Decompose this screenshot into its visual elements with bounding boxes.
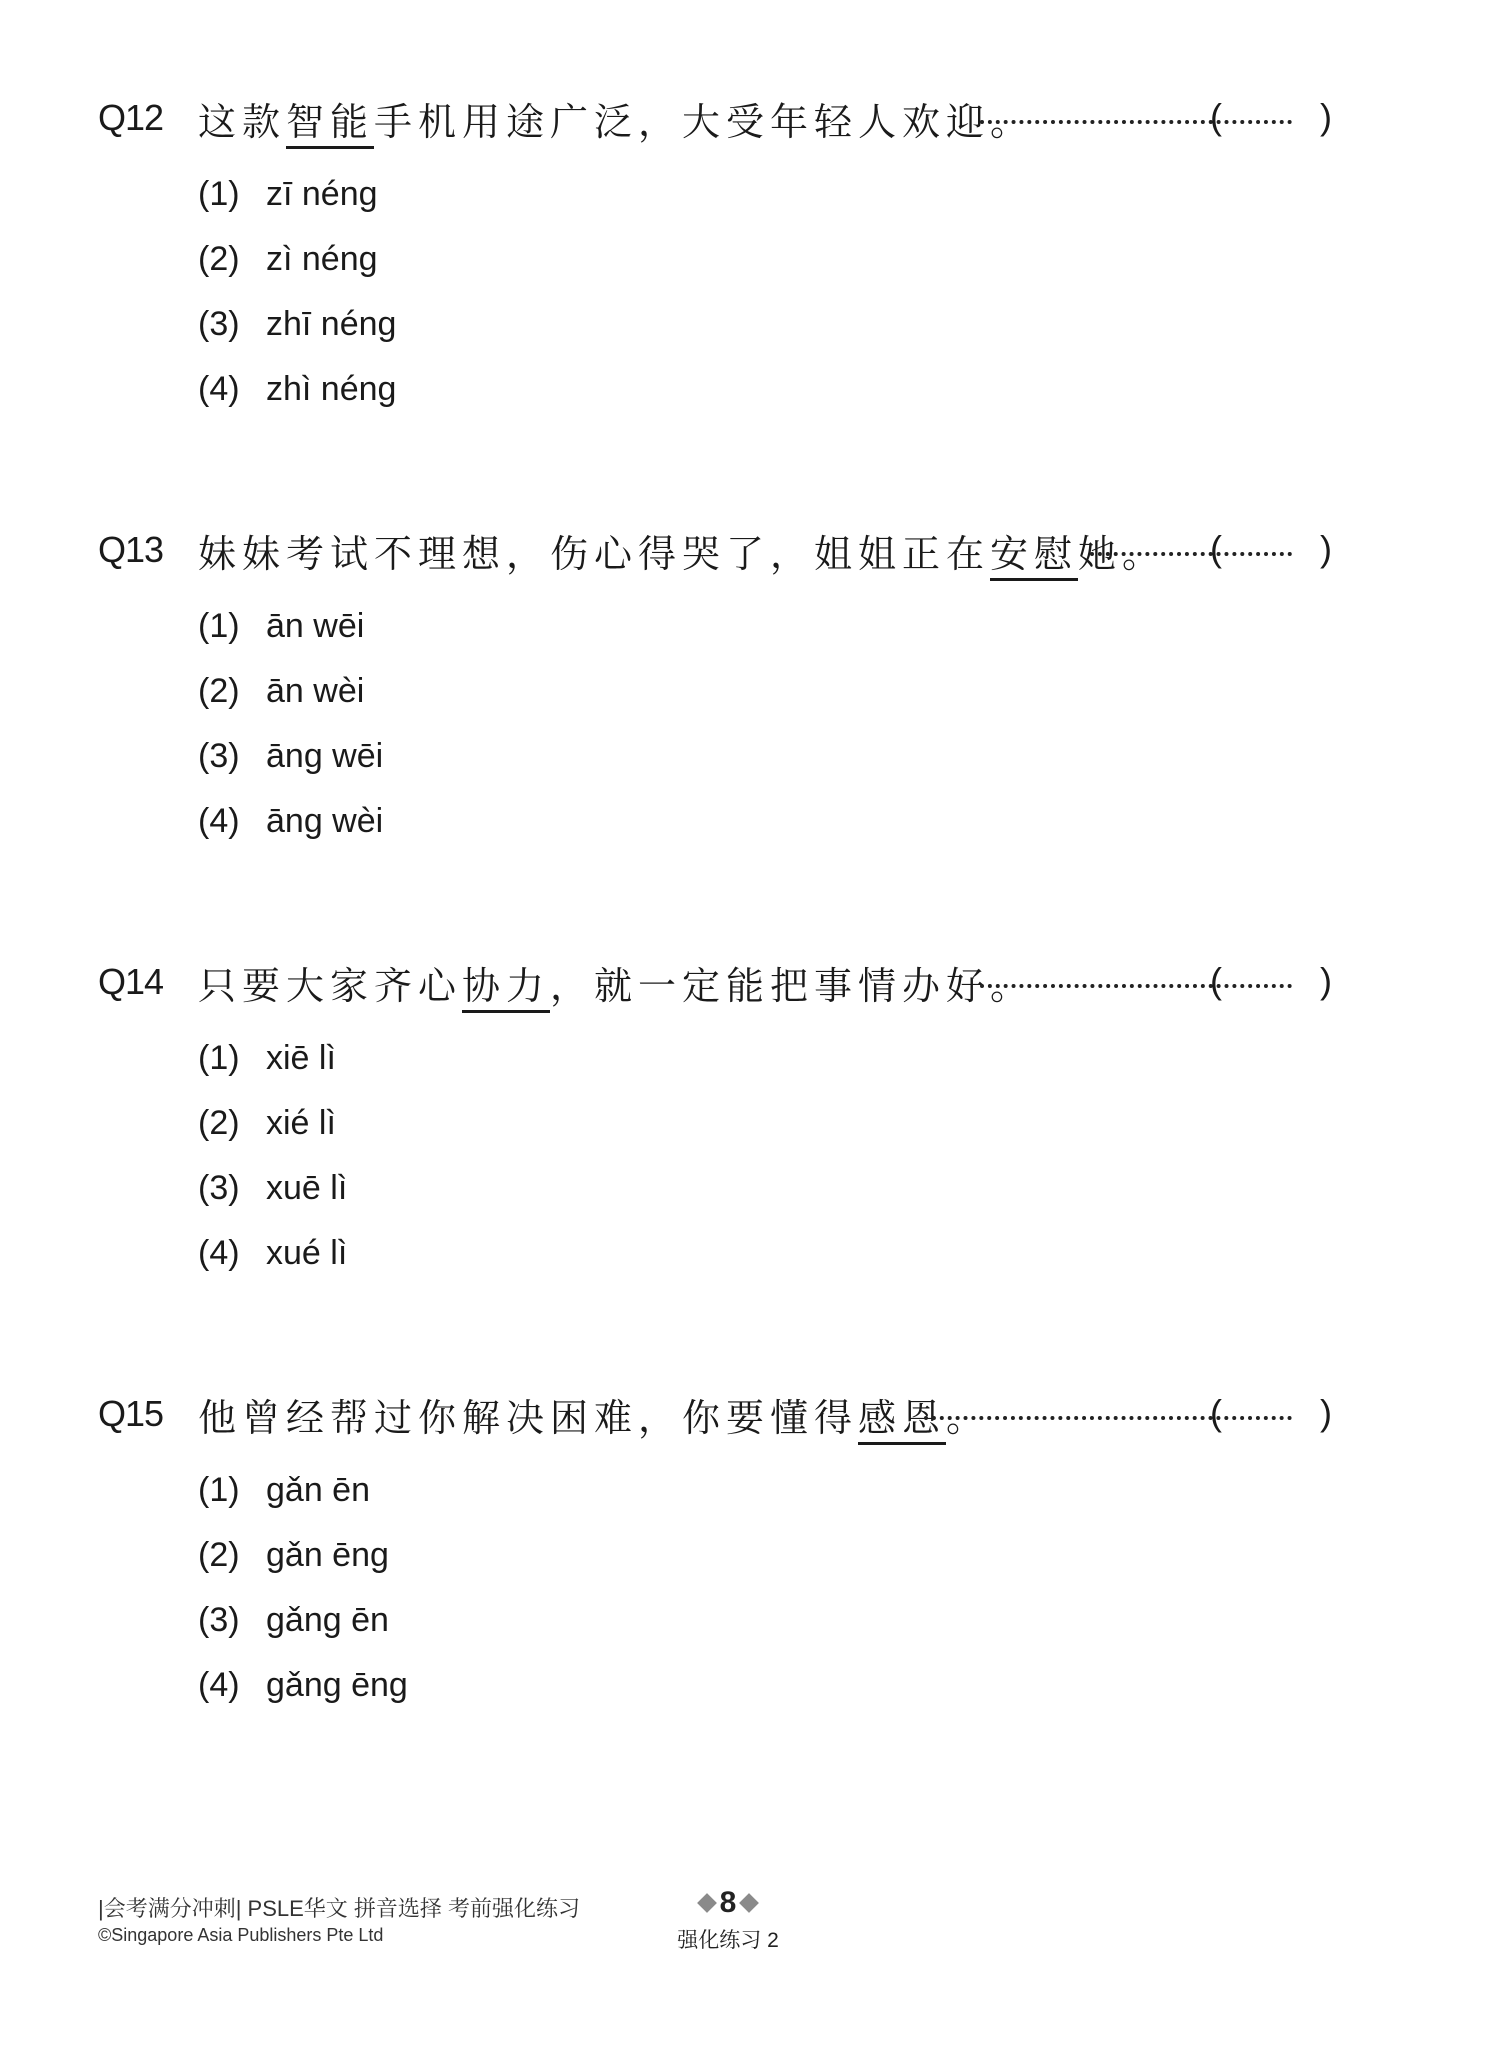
option-index: (2) bbox=[198, 1536, 240, 1574]
option-4[interactable] bbox=[98, 1221, 1348, 1286]
underlined-word: 协力 bbox=[462, 964, 550, 1013]
question-line bbox=[98, 1384, 1348, 1444]
answer-paren-open[interactable]: ( bbox=[1210, 96, 1222, 137]
option-index: (3) bbox=[198, 1601, 240, 1639]
footer-left bbox=[98, 1892, 580, 1946]
option-3[interactable] bbox=[98, 292, 1348, 357]
option-4[interactable] bbox=[98, 789, 1348, 854]
option-index: (1) bbox=[198, 175, 240, 213]
option-1[interactable] bbox=[98, 162, 1348, 227]
option-pinyin: zhī néng bbox=[266, 305, 397, 343]
option-pinyin: zì néng bbox=[266, 240, 378, 278]
option-2[interactable] bbox=[98, 1523, 1348, 1588]
text-before: 这款 bbox=[198, 99, 287, 144]
option-pinyin: āng wèi bbox=[266, 802, 384, 840]
text-after: ，就一定能把事情办好。 bbox=[550, 963, 1035, 1008]
option-2[interactable] bbox=[98, 659, 1348, 724]
question-q14 bbox=[98, 952, 1348, 1286]
answer-paren-close: ) bbox=[1320, 96, 1332, 137]
option-index: (2) bbox=[198, 672, 240, 710]
section-label: 强化练习 2 bbox=[677, 1929, 779, 1952]
answer-paren-open[interactable]: ( bbox=[1210, 528, 1222, 569]
leader-dots bbox=[1090, 538, 1292, 556]
answer-paren-close: ) bbox=[1320, 528, 1332, 569]
option-pinyin: gǎng ēng bbox=[266, 1666, 408, 1704]
underlined-word: 感恩 bbox=[858, 1396, 946, 1445]
option-1[interactable] bbox=[98, 1026, 1348, 1091]
diamond-icon bbox=[739, 1893, 759, 1913]
question-text bbox=[198, 955, 1034, 1010]
option-index: (2) bbox=[198, 1104, 240, 1142]
question-line bbox=[98, 520, 1348, 580]
question-number: Q12 bbox=[98, 97, 164, 138]
leader-dots bbox=[980, 970, 1292, 988]
option-index: (2) bbox=[198, 240, 240, 278]
option-index: (4) bbox=[198, 1234, 240, 1272]
diamond-icon bbox=[697, 1893, 717, 1913]
option-2[interactable] bbox=[98, 1091, 1348, 1156]
text-after: 她。 bbox=[1078, 531, 1167, 576]
option-pinyin: xié lì bbox=[266, 1104, 336, 1142]
option-pinyin: ān wēi bbox=[266, 607, 365, 645]
option-pinyin: gǎng ēn bbox=[266, 1601, 389, 1639]
question-line bbox=[98, 952, 1348, 1012]
text-before: 他曾经帮过你解决困难，你要懂得 bbox=[198, 1395, 859, 1440]
option-pinyin: gǎn ēng bbox=[266, 1536, 389, 1574]
answer-paren-close: ) bbox=[1320, 1392, 1332, 1433]
option-index: (4) bbox=[198, 802, 240, 840]
option-index: (3) bbox=[198, 737, 240, 775]
leader-dots bbox=[980, 106, 1292, 124]
option-2[interactable] bbox=[98, 227, 1348, 292]
text-after: 手机用途广泛，大受年轻人欢迎。 bbox=[374, 99, 1035, 144]
option-3[interactable] bbox=[98, 1588, 1348, 1653]
option-pinyin: xuē lì bbox=[266, 1169, 348, 1207]
question-number: Q15 bbox=[98, 1393, 164, 1434]
text-after: 。 bbox=[946, 1395, 991, 1440]
option-4[interactable] bbox=[98, 1653, 1348, 1718]
option-1[interactable] bbox=[98, 1458, 1348, 1523]
options-list bbox=[98, 1026, 1348, 1286]
book-title: |会考满分冲刺| PSLE华文 拼音选择 考前强化练习 bbox=[98, 1896, 581, 1921]
question-line bbox=[98, 88, 1348, 148]
options-list bbox=[98, 594, 1348, 854]
option-pinyin: zhì néng bbox=[266, 370, 397, 408]
copyright: ©Singapore Asia Publishers Pte Ltd bbox=[98, 1925, 384, 1945]
underlined-word: 安慰 bbox=[990, 532, 1078, 581]
question-q13 bbox=[98, 520, 1348, 854]
option-3[interactable] bbox=[98, 1156, 1348, 1221]
option-index: (1) bbox=[198, 1471, 240, 1509]
options-list bbox=[98, 162, 1348, 422]
option-index: (3) bbox=[198, 305, 240, 343]
option-pinyin: ān wèi bbox=[266, 672, 365, 710]
option-index: (1) bbox=[198, 607, 240, 645]
option-pinyin: xiē lì bbox=[266, 1039, 336, 1077]
option-index: (4) bbox=[198, 370, 240, 408]
options-list bbox=[98, 1458, 1348, 1718]
option-pinyin: xué lì bbox=[266, 1234, 348, 1272]
option-index: (3) bbox=[198, 1169, 240, 1207]
answer-paren-close: ) bbox=[1320, 960, 1332, 1001]
question-text bbox=[198, 523, 1166, 578]
option-pinyin: gǎn ēn bbox=[266, 1471, 370, 1509]
answer-paren-open[interactable]: ( bbox=[1210, 960, 1222, 1001]
answer-paren-open[interactable]: ( bbox=[1210, 1392, 1222, 1433]
question-q12 bbox=[98, 88, 1348, 422]
underlined-word: 智能 bbox=[286, 100, 374, 149]
page-indicator bbox=[658, 1886, 798, 1920]
option-4[interactable] bbox=[98, 357, 1348, 422]
option-pinyin: āng wēi bbox=[266, 737, 384, 775]
page-number: 8 bbox=[719, 1886, 737, 1919]
question-number: Q14 bbox=[98, 961, 164, 1002]
option-index: (1) bbox=[198, 1039, 240, 1077]
text-before: 只要大家齐心 bbox=[198, 963, 463, 1008]
option-1[interactable] bbox=[98, 594, 1348, 659]
question-text bbox=[198, 91, 1034, 146]
question-q15 bbox=[98, 1384, 1348, 1718]
question-text bbox=[198, 1387, 990, 1442]
question-number: Q13 bbox=[98, 529, 164, 570]
footer-center bbox=[658, 1886, 798, 1954]
leader-dots bbox=[924, 1402, 1292, 1420]
text-before: 妹妹考试不理想，伤心得哭了，姐姐正在 bbox=[198, 531, 991, 576]
option-3[interactable] bbox=[98, 724, 1348, 789]
option-index: (4) bbox=[198, 1666, 240, 1704]
option-pinyin: zī néng bbox=[266, 175, 378, 213]
